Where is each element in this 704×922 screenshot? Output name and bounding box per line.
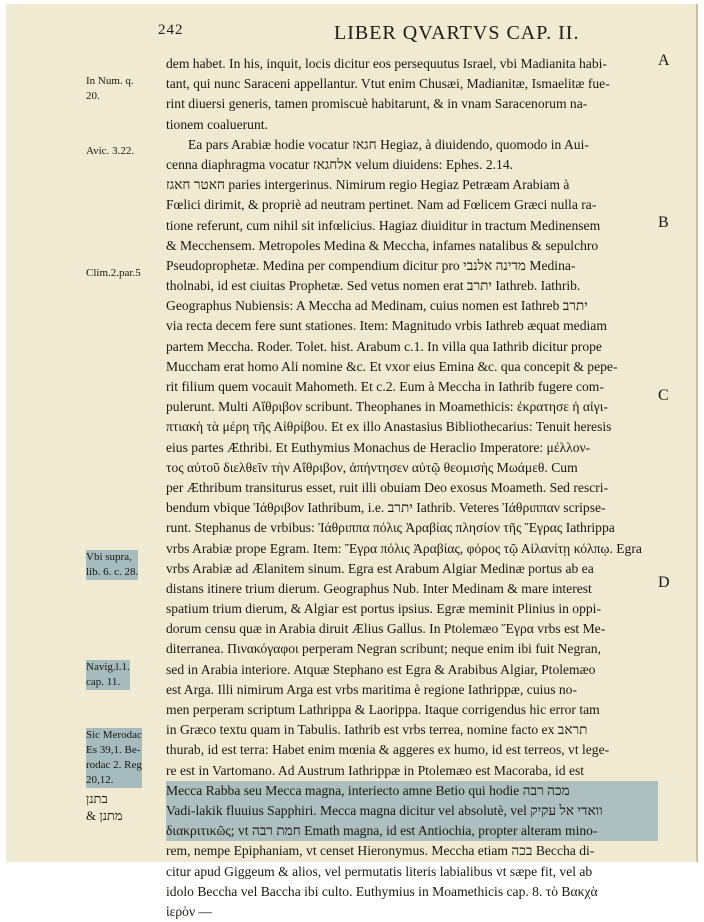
text-line: tant, qui nunc Saraceni appellantur. Vtut enim Chusæi, Madianitæ, Ismaelitæ fue-	[166, 76, 610, 92]
text-line: rit filium quem vocauit Mahometh. Et c.2. Eum à Meccha in Iathrib fugere com-	[166, 379, 604, 394]
text-line: sed in Arabia interiore. Atquæ Stephano est Egra & Arabibus Algiar, Ptolemæo	[166, 661, 596, 677]
text-line: vrbs Arabiæ prope Egram. Item: Ἔγρα πόλις Ἀραβίας, φόρος τῷ Αἰλανίτῃ κόλπῳ. Egra	[166, 540, 642, 556]
section-mark-a: A	[658, 52, 670, 69]
section-mark-d: D	[658, 574, 670, 591]
book-page	[6, 4, 698, 919]
page-number: 242	[158, 22, 184, 38]
text-line: citur apud Giggeum & alios, vel permutatis literis labialibus vt sæpe fit, vel ab	[166, 863, 593, 879]
text-line: via recta decem fere sunt stationes. Item: Magnitudo vrbis Iathreb æquat mediam	[166, 318, 607, 334]
text-line: dem habet. In his, inquit, locis dicitur eos persequutus Israel, vbi Madianita habi-	[166, 56, 607, 71]
text-line: distans itinere trium dierum. Geographus Nub. Inter Medinam & mare interest	[166, 580, 592, 596]
text-line: pulerunt. Multi Αἴθριβον scribunt. Theophanes in Moamethicis: ἐκρατησε ἡ αἰγι-	[166, 399, 608, 415]
text-line: חאטר חאגז paries intergerinus. Nimirum regio Hegiaz Petræam Arabiam à	[166, 177, 570, 193]
text-line: eius partes Æthribi. Et Euthymius Monachus de Heraclio Imperatore: μέλλον-	[166, 439, 591, 455]
text-line: idolo Beccha vel Baccha ibi culto. Euthymius in Moamethicis cap. 8. τὸ Βακχὰ	[166, 883, 598, 899]
text-line: tionem coaluerunt.	[166, 116, 268, 132]
margin-note: Clim.2.par.5	[86, 267, 141, 279]
running-title: LIBER QVARTVS CAP. II.	[334, 22, 580, 44]
text-line: est Arga. Illi nimirum Arga est vrbs maritima è regione Iathrippæ, cuius no-	[166, 681, 578, 697]
text-line: Ea pars Arabiæ hodie vocatur חגאז Hegiaz, à diuidendo, quomodo in Aui-	[188, 136, 589, 152]
text-line: thurab, id est terra: Habet enim mœnia & aggeres ex humo, id est terreos, vt lege-	[166, 742, 610, 758]
text-line: rem, nempe Epiphaniam, vt censet Hieronymus. Meccha etiam בכה Beccha di-	[166, 843, 595, 859]
text-line: Fœlici dirimit, & propriè ad neutram pertinet. Nam ad Fœlicem Græci nulla ra-	[166, 197, 597, 213]
text-line: tholnabi, id est ciuitas Prophetæ. Sed vetus nomen erat יתרב Iathreb. Iathrib.	[166, 278, 581, 294]
text-line: diterranea. Πινακόγαφοι perperam Negran scribunt; neque enim ibi fuit Negran,	[166, 641, 602, 657]
body-text	[166, 54, 658, 922]
text-line: ἱερὸν —	[166, 903, 213, 919]
text-line: tione referunt, cum nihil sit infœlicius. Hagiaz diuiditur in tractum Medinensem	[166, 217, 601, 233]
text-line: & Mecchensem. Metropoles Medina & Meccha, infames natalibus & sepulchro	[166, 237, 599, 253]
text-line: men perperam scriptum Lathrippa & Laorippa. Itaque corrigendus hic error tam	[166, 702, 600, 717]
text-line: in Græco textu quam in Tabulis. Iathrib est vrbs terrea, nomine facto ex תראב	[166, 722, 588, 738]
text-line: runt. Stephanus de vrbibus: Ἰάθριππα πόλις Ἀραβίας πλησίον τῆς Ἔγρας Iathrippa	[166, 520, 615, 536]
text-line: πτιακὴ τὰ μέρη τῆς Αἰθρίβου. Et ex illo Anastasius Bibliothecarius: Tenuit heresis	[166, 419, 612, 435]
text-line: Geographus Nubiensis: A Meccha ad Medinam, cuius nomen est Iathreb יתרב	[166, 298, 588, 314]
margin-note: Navig.l.1. cap. 11.	[86, 661, 130, 688]
section-mark-b: B	[658, 214, 669, 231]
text-line: re est in Vartomano. Ad Austrum Iathrippæ in Ptolemæo est Macoraba, id est	[166, 762, 585, 778]
text-line: Mecca Rabba seu Mecca magna, interiecto amne Betio qui hodie מכה רבה	[166, 781, 658, 801]
margin-note: Sic Merodac Es 39,1. Be- rodac 2. Reg 20,12.	[86, 729, 142, 786]
text-line: bendum vbique Ἰάθριβον Iathribum, i.e. יתרב Iathrib. Veteres Ἰάθριππαν scripse-	[166, 500, 606, 516]
text-line: διακριτικῶς; vt חמת רבה Emath magna, id est Antiochia, propter alteram mino-	[166, 821, 658, 841]
text-line: Muccham erat homo Ali nomine &c. Et vxor eius Emina &c. qua concepit & pepe-	[166, 358, 618, 374]
text-line: vrbs Arabiæ ad Ælanitem sinum. Egra est Arabum Algiar Medinæ portus ab ea	[166, 560, 594, 576]
section-mark-c: C	[658, 387, 669, 404]
text-line: Pseudoprophetæ. Medina per compendium dicitur pro מדינה אלנבי Medina-	[166, 257, 576, 273]
margin-hebrew: בתנן & מתנן	[86, 791, 123, 823]
text-line: spatium trium dierum, & Algiar est portus ipsius. Egræ meminit Plinius in oppi-	[166, 601, 601, 617]
margin-note: Avic. 3.22.	[86, 145, 135, 157]
text-line: partem Meccha. Roder. Tolet. hist. Arabum c.1. In villa qua Iathrib dicitur prope	[166, 338, 602, 354]
text-line: cenna diaphragma vocatur אלחגאז velum diuidens: Ephes. 2.14.	[166, 156, 514, 172]
text-line: per Æthribum transiturus esset, ruit illi obuiam Deo exosus Moameth. Sed rescri-	[166, 479, 609, 495]
text-line: dorum censu quæ in Arabia diruit Ælius Gallus. In Ptolemæo Ἔγρα vrbs est Me-	[166, 621, 606, 637]
margin-note: In Num. q. 20.	[86, 75, 134, 102]
text-line: rint diuersi generis, tamen promiscuè habitarunt, & in vnam Saracenorum na-	[166, 96, 588, 112]
text-line: τος αὐτοῦ διελθεῖν τὴν Αἴθριβον, ἀπήντησεν αὐτῷ θεομισὴς Μωάμεθ. Cum	[166, 459, 578, 475]
text-line: Vadi-lakik fluuius Sapphiri. Mecca magna dicitur vel absolutè, vel וואדי אל עקיק	[166, 801, 658, 821]
margin-note: Vbi supra, lib. 6. c. 28.	[86, 551, 139, 578]
